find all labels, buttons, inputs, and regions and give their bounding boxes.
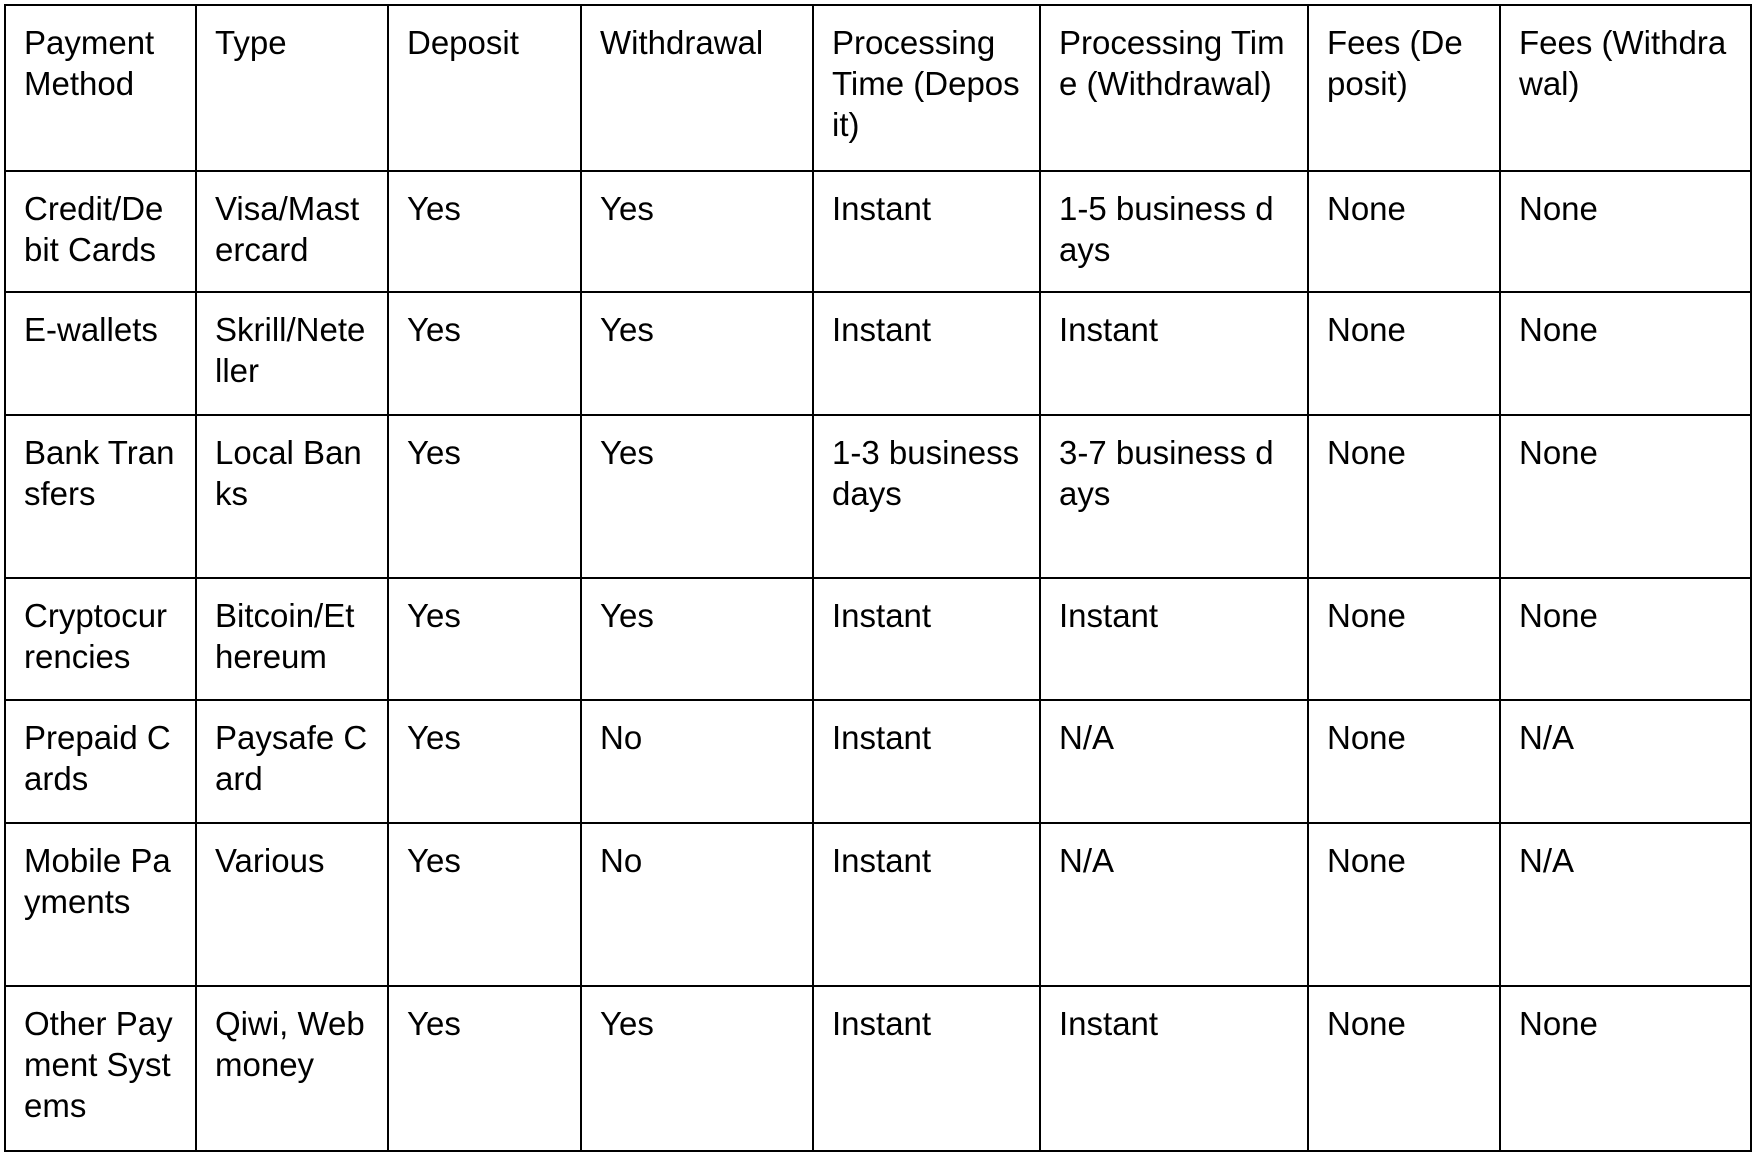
cell-type: Bitcoin/Ethereum <box>196 578 388 701</box>
cell-payment-method: Prepaid Cards <box>5 700 196 823</box>
cell-payment-method: Mobile Payments <box>5 823 196 987</box>
cell-processing-time-withdrawal: Instant <box>1040 578 1308 701</box>
cell-processing-time-withdrawal: 1-5 business days <box>1040 171 1308 292</box>
cell-processing-time-withdrawal: 3-7 business days <box>1040 415 1308 578</box>
header-processing-time-deposit: Processing Time (Deposit) <box>813 5 1040 171</box>
cell-type: Skrill/Neteller <box>196 292 388 415</box>
cell-processing-time-deposit: Instant <box>813 578 1040 701</box>
cell-processing-time-withdrawal: N/A <box>1040 823 1308 987</box>
cell-deposit: Yes <box>388 700 581 823</box>
cell-processing-time-deposit: Instant <box>813 986 1040 1151</box>
table-row <box>5 700 1751 823</box>
table-row <box>5 823 1751 987</box>
cell-processing-time-withdrawal: Instant <box>1040 986 1308 1151</box>
cell-withdrawal: Yes <box>581 415 813 578</box>
cell-fees-deposit: None <box>1308 700 1500 823</box>
table-row <box>5 292 1751 415</box>
cell-deposit: Yes <box>388 415 581 578</box>
cell-type: Qiwi, Webmoney <box>196 986 388 1151</box>
header-withdrawal: Withdrawal <box>581 5 813 171</box>
header-payment-method: Payment Method <box>5 5 196 171</box>
cell-processing-time-deposit: Instant <box>813 171 1040 292</box>
cell-fees-deposit: None <box>1308 415 1500 578</box>
cell-withdrawal: Yes <box>581 171 813 292</box>
table-row <box>5 171 1751 292</box>
cell-payment-method: Bank Transfers <box>5 415 196 578</box>
cell-payment-method: Other Payment Systems <box>5 986 196 1151</box>
cell-fees-withdrawal: None <box>1500 171 1751 292</box>
table-row <box>5 578 1751 701</box>
header-fees-deposit: Fees (Deposit) <box>1308 5 1500 171</box>
cell-deposit: Yes <box>388 823 581 987</box>
cell-deposit: Yes <box>388 292 581 415</box>
cell-fees-deposit: None <box>1308 578 1500 701</box>
cell-fees-deposit: None <box>1308 823 1500 987</box>
cell-deposit: Yes <box>388 578 581 701</box>
cell-deposit: Yes <box>388 986 581 1151</box>
cell-type: Various <box>196 823 388 987</box>
header-type: Type <box>196 5 388 171</box>
cell-fees-deposit: None <box>1308 986 1500 1151</box>
cell-fees-deposit: None <box>1308 171 1500 292</box>
cell-processing-time-withdrawal: Instant <box>1040 292 1308 415</box>
table-row <box>5 415 1751 578</box>
cell-withdrawal: No <box>581 823 813 987</box>
cell-processing-time-deposit: 1-3 business days <box>813 415 1040 578</box>
cell-type: Paysafe Card <box>196 700 388 823</box>
cell-fees-withdrawal: None <box>1500 292 1751 415</box>
cell-withdrawal: Yes <box>581 578 813 701</box>
table-header-row <box>5 5 1751 171</box>
cell-payment-method: Cryptocurrencies <box>5 578 196 701</box>
cell-deposit: Yes <box>388 171 581 292</box>
table-row <box>5 986 1751 1151</box>
cell-withdrawal: Yes <box>581 986 813 1151</box>
cell-processing-time-withdrawal: N/A <box>1040 700 1308 823</box>
header-processing-time-withdrawal: Processing Time (Withdrawal) <box>1040 5 1308 171</box>
cell-fees-withdrawal: N/A <box>1500 823 1751 987</box>
cell-processing-time-deposit: Instant <box>813 292 1040 415</box>
cell-withdrawal: No <box>581 700 813 823</box>
cell-withdrawal: Yes <box>581 292 813 415</box>
cell-fees-withdrawal: N/A <box>1500 700 1751 823</box>
payment-methods-table <box>4 4 1752 1152</box>
cell-fees-withdrawal: None <box>1500 578 1751 701</box>
cell-fees-withdrawal: None <box>1500 415 1751 578</box>
header-deposit: Deposit <box>388 5 581 171</box>
cell-fees-withdrawal: None <box>1500 986 1751 1151</box>
cell-type: Local Banks <box>196 415 388 578</box>
cell-processing-time-deposit: Instant <box>813 700 1040 823</box>
cell-processing-time-deposit: Instant <box>813 823 1040 987</box>
cell-fees-deposit: None <box>1308 292 1500 415</box>
cell-type: Visa/Mastercard <box>196 171 388 292</box>
cell-payment-method: E-wallets <box>5 292 196 415</box>
header-fees-withdrawal: Fees (Withdrawal) <box>1500 5 1751 171</box>
cell-payment-method: Credit/Debit Cards <box>5 171 196 292</box>
